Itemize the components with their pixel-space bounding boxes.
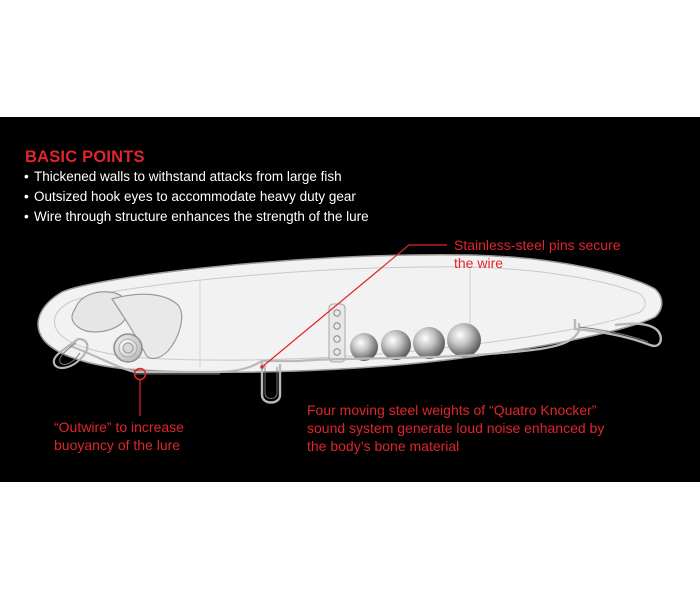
basic-points-heading: BASIC POINTS bbox=[25, 148, 145, 166]
basic-point-text: Outsized hook eyes to accommodate heavy duty gear bbox=[34, 189, 356, 204]
steel-weight bbox=[350, 333, 378, 361]
bullet-glyph: • bbox=[24, 209, 29, 224]
lure-diagram-panel bbox=[0, 117, 700, 482]
callout-line: buoyancy of the lure bbox=[54, 437, 181, 453]
basic-point-text: Wire through structure enhances the strength of the lure bbox=[34, 209, 369, 224]
callout-line: the body’s bone material bbox=[307, 438, 460, 454]
callout-line: the wire bbox=[454, 255, 504, 271]
pins-marker bbox=[260, 365, 264, 369]
pin-plate bbox=[329, 304, 345, 362]
bullet-glyph: • bbox=[24, 189, 29, 204]
lure-eye-pupil bbox=[123, 343, 133, 353]
basic-point-item bbox=[24, 187, 369, 207]
callout-line: Four moving steel weights of “Quatro Knocker” bbox=[307, 402, 597, 418]
basic-point-item bbox=[24, 207, 369, 227]
callout-stainless-pins bbox=[454, 236, 621, 272]
steel-weight bbox=[413, 327, 445, 359]
basic-point-text: Thickened walls to withstand attacks from large fish bbox=[34, 169, 342, 184]
basic-points-list bbox=[24, 167, 369, 227]
callout-steel-weights bbox=[307, 401, 604, 455]
callout-line: “Outwire” to increase bbox=[54, 419, 184, 435]
basic-point-item bbox=[24, 167, 369, 187]
callout-line: Stainless-steel pins secure bbox=[454, 237, 621, 253]
callout-line: sound system generate loud noise enhanced by bbox=[307, 420, 605, 436]
bullet-glyph: • bbox=[24, 169, 29, 184]
steel-weight bbox=[381, 330, 411, 360]
callout-outwire bbox=[54, 418, 184, 454]
steel-weight bbox=[447, 323, 481, 357]
